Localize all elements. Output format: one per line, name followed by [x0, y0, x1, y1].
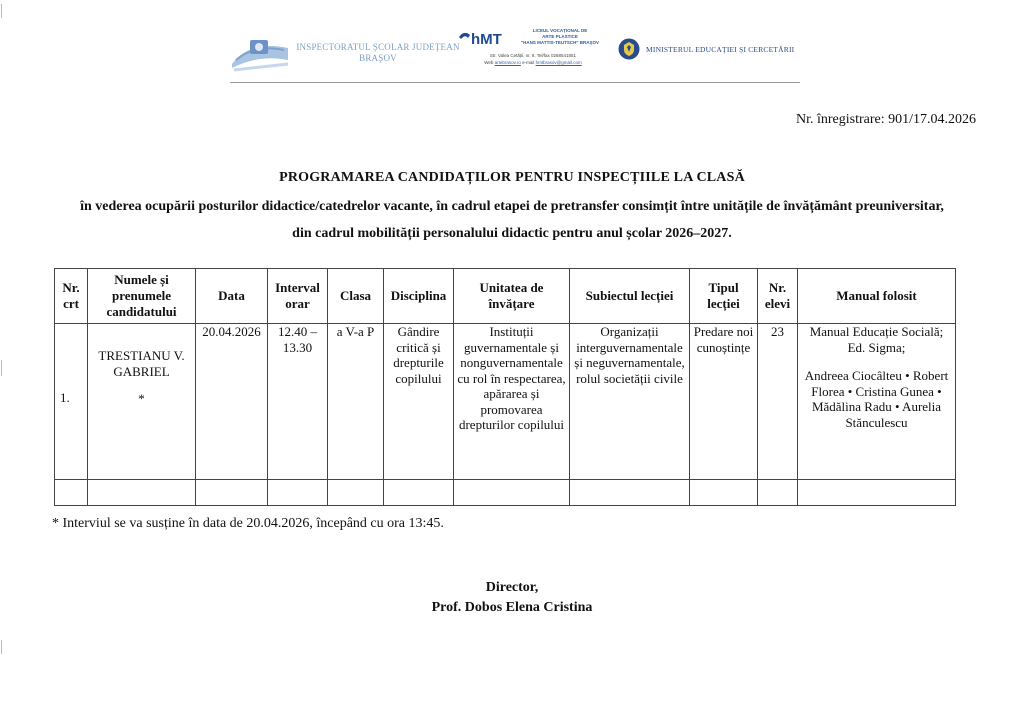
- table-row: [55, 324, 956, 480]
- col-students: Nr. elevi: [758, 269, 798, 324]
- isj-logo-icon: [230, 30, 290, 72]
- hmt-web-link[interactable]: artebrasov.ro: [494, 60, 521, 65]
- cell-class: a V-a P: [328, 324, 384, 480]
- manual-authors: Andreea Ciocâlteu • Robert Florea • Cristina Gunea • Mădălina Radu • Aurelia Stănculescu: [804, 368, 949, 430]
- ministry-name: MINISTERUL EDUCAȚIEI ȘI CERCETĂRII: [646, 45, 795, 54]
- signature-name: Prof. Dobos Elena Cristina: [431, 600, 593, 615]
- col-class: Clasa: [328, 269, 384, 324]
- hmt-web-label: Web: [484, 60, 494, 65]
- col-candidate-name: Numele și prenumele candidatului: [88, 269, 196, 324]
- hmt-contact: [458, 60, 608, 66]
- title-line-2: în vederea ocupării posturilor didactice/catedrelor vacante, în cadrul etapei de pretransfer consimțit între unitățile de învățământ preuniversitar,: [80, 199, 944, 214]
- cell-manual: [798, 324, 956, 480]
- empty-cell: [268, 480, 328, 506]
- ministry-crest-icon: [618, 38, 640, 60]
- empty-cell: [384, 480, 454, 506]
- empty-cell: [196, 480, 268, 506]
- cell-lesson-subject: Organizații interguvernamentale și neguvernamentale, rolul societății civile: [570, 324, 690, 480]
- cell-discipline: Gândire critică și drepturile copilului: [384, 324, 454, 480]
- cell-interval: 12.40 – 13.30: [268, 324, 328, 480]
- col-manual: Manual folosit: [798, 269, 956, 324]
- col-interval: Interval orar: [268, 269, 328, 324]
- hmt-email-link[interactable]: hmtbrasov@gmail.com: [535, 60, 582, 65]
- empty-cell: [328, 480, 384, 506]
- col-lesson-subject: Subiectul lecției: [570, 269, 690, 324]
- empty-cell: [758, 480, 798, 506]
- hmt-school-name: [512, 28, 608, 46]
- empty-cell: [798, 480, 956, 506]
- scan-mark-top: [1, 4, 2, 18]
- table-row-empty: [55, 480, 956, 506]
- registration-number: Nr. înregistrare: 901/17.04.2026: [795, 112, 976, 127]
- col-date: Data: [196, 269, 268, 324]
- signature-role: Director,: [485, 580, 539, 595]
- col-nr-crt: Nr. crt: [55, 269, 88, 324]
- cell-date: 20.04.2026: [196, 324, 268, 480]
- candidate-name: TRESTIANU V. GABRIEL: [98, 348, 185, 379]
- hmt-email-label: e-mail: [522, 60, 535, 65]
- isj-name: [288, 42, 468, 64]
- isj-city-line: BRAȘOV: [359, 53, 397, 63]
- cell-nr: [55, 324, 88, 480]
- cell-learning-unit: Instituții guvernamentale și nonguvernamentale cu rol în respectarea, apărarea și promovarea drepturilor copilului: [454, 324, 570, 480]
- hmt-school-block: [458, 28, 608, 78]
- hmt-address: Str. Valea Cetății, nr. 8, Tel/fax 0268541851: [489, 53, 577, 58]
- scan-mark-bottom: [1, 640, 2, 654]
- svg-text:hMT: hMT: [471, 31, 502, 46]
- title-line-1: PROGRAMAREA CANDIDAȚILOR PENTRU INSPECȚIILE LA CLASĂ: [279, 170, 745, 185]
- col-lesson-type: Tipul lecției: [690, 269, 758, 324]
- hmt-line3: "HANS MATTIS-TEUTSCH" BRAȘOV: [521, 40, 599, 45]
- manual-title: Manual Educație Socială; Ed. Sigma;: [809, 324, 944, 355]
- empty-cell: [55, 480, 88, 506]
- col-learning-unit: Unitatea de învățare: [454, 269, 570, 324]
- signature-block: [360, 578, 664, 618]
- document-title: [30, 170, 994, 242]
- col-discipline: Disciplina: [384, 269, 454, 324]
- scan-mark-mid: [1, 360, 2, 376]
- empty-cell: [690, 480, 758, 506]
- empty-cell: [454, 480, 570, 506]
- hmt-logo-icon: [458, 28, 508, 46]
- cell-candidate: [88, 324, 196, 480]
- inspection-schedule-table: [54, 268, 956, 506]
- empty-cell: [88, 480, 196, 506]
- letterhead: [230, 26, 800, 84]
- empty-cell: [570, 480, 690, 506]
- header-divider: [230, 82, 800, 83]
- title-line-3: din cadrul mobilității personalului didactic pentru anul școlar 2026–2027.: [292, 226, 732, 241]
- cell-students: 23: [758, 324, 798, 480]
- isj-name-line: INSPECTORATUL ȘCOLAR JUDEȚEAN: [296, 42, 460, 52]
- row-number: 1.: [60, 390, 70, 405]
- cell-lesson-type: Predare noi cunoștințe: [690, 324, 758, 480]
- hmt-line1: LICEUL VOCAȚIONAL DE: [532, 28, 588, 33]
- footnote-mark: *: [138, 391, 145, 406]
- hmt-line2: ARTE PLASTICE: [542, 34, 578, 39]
- interview-footnote: * Interviul se va susține în data de 20.04.2026, începând cu ora 13:45.: [52, 516, 444, 531]
- table-header-row: [55, 269, 956, 324]
